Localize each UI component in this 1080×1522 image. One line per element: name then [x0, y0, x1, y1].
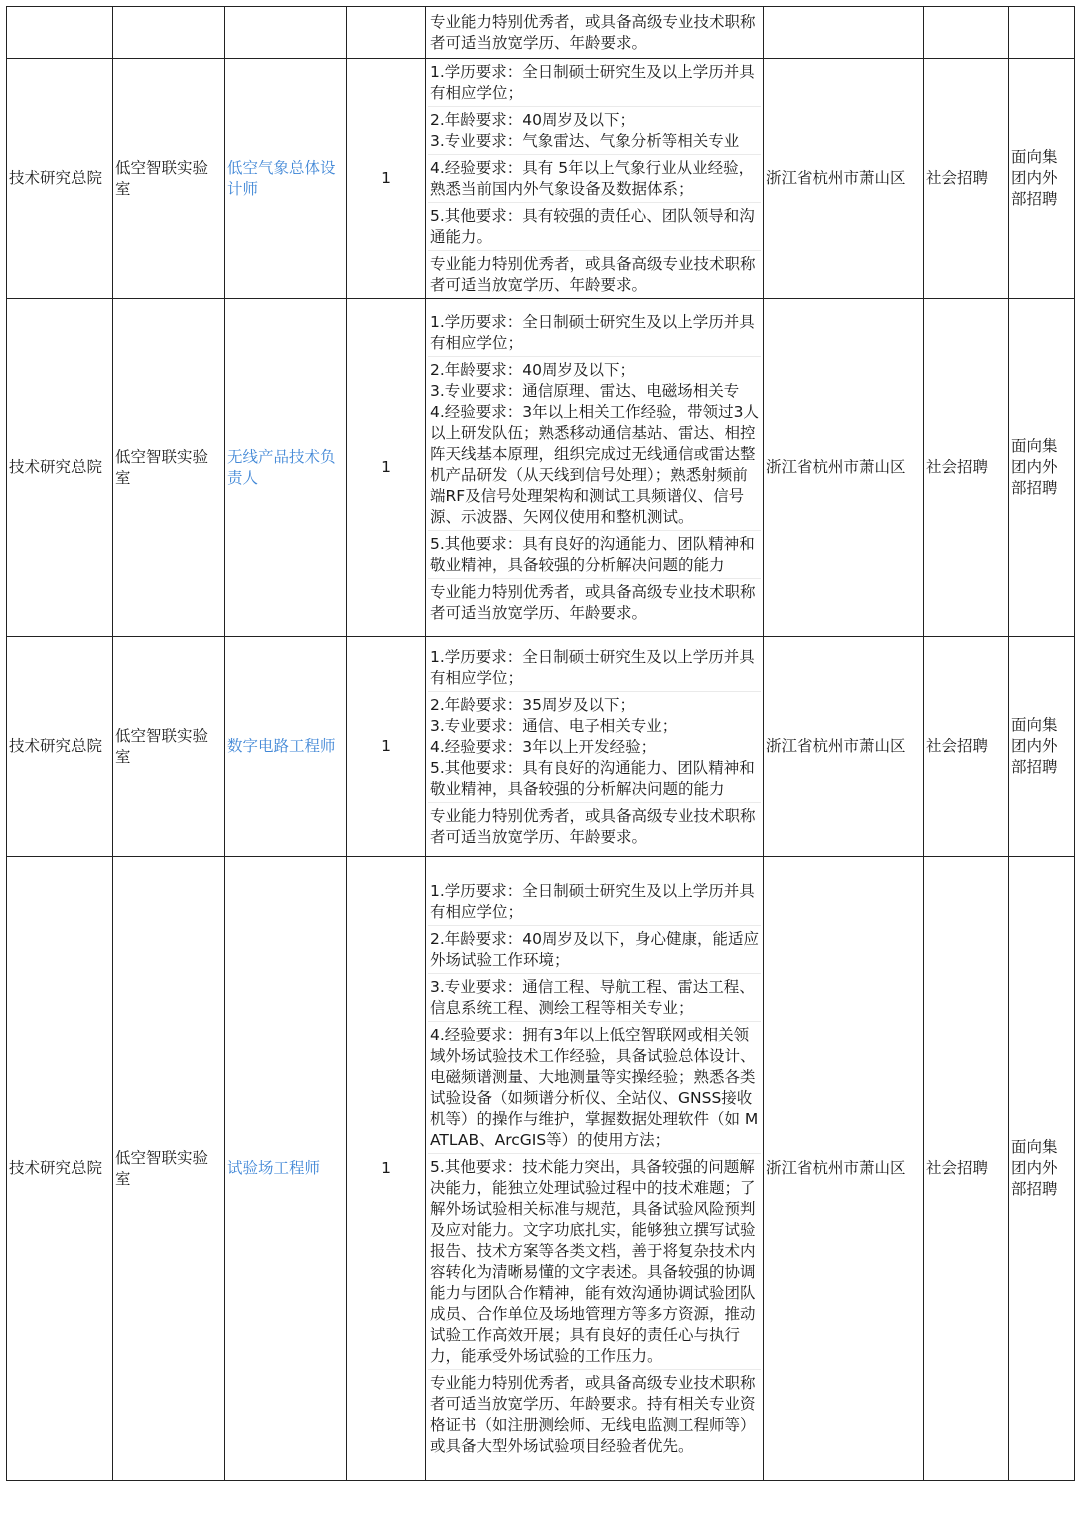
requirement-item: 5.其他要求：具有较强的责任心、团队领导和沟通能力。 — [428, 203, 761, 251]
requirements-cell — [426, 299, 764, 637]
requirements-cell — [426, 857, 764, 1481]
requirement-item: 2.年龄要求：35周岁及以下； 3.专业要求：通信、电子相关专业； 4.经验要求：3年以上开发经验； 5.其他要求：具有良好的沟通能力、团队精神和敬业精神，具备较强的分析解决问题的能力 — [428, 692, 761, 803]
requirement-item: 2.年龄要求：40周岁及以下； 3.专业要求：通信原理、雷达、电磁场相关专 4.经验要求：3年以上相关工作经验，带领过3人以上研发队伍；熟悉移动通信基站、雷达、相控阵天线基本原理，组织完成过无线通信或雷达整机产品研发（从天线到信号处理）；熟悉射频前端RF及信号处理架构和测试工具频谱仪、信号源、示波器、矢网仪使用和整机测试。 — [428, 357, 761, 531]
requirements-cell — [426, 7, 764, 59]
lab-cell: 低空智联实验室 — [113, 299, 225, 637]
recruit-type-cell: 社会招聘 — [924, 637, 1009, 857]
requirement-item: 4.经验要求：拥有3年以上低空智联网或相关领域外场试验技术工作经验，具备试验总体设计、电磁频谱测量、大地测量等实操经验；熟悉各类试验设备（如频谱分析仪、全站仪、GNSS接收机等）的操作与维护，掌握数据处理软件（如 MATLAB、ArcGIS等）的使用方法； — [428, 1022, 761, 1154]
institute-cell: 技术研究总院 — [7, 857, 113, 1481]
channel-cell: 面向集团内外部招聘 — [1009, 857, 1075, 1481]
requirement-item: 1.学历要求：全日制硕士研究生及以上学历并具有相应学位； — [428, 59, 761, 107]
requirement-item: 2.年龄要求：40周岁及以下； 3.专业要求：气象雷达、气象分析等相关专业 — [428, 107, 761, 155]
job-title-link[interactable]: 低空气象总体设计师 — [225, 59, 347, 299]
job-title-link[interactable]: 无线产品技术负责人 — [225, 299, 347, 637]
requirements-cell — [426, 637, 764, 857]
job-title-link[interactable]: 试验场工程师 — [225, 857, 347, 1481]
headcount-cell: 1 — [347, 637, 426, 857]
job-title-link[interactable]: 数字电路工程师 — [225, 637, 347, 857]
location-cell: 浙江省杭州市萧山区 — [764, 637, 924, 857]
institute-cell: 技术研究总院 — [7, 59, 113, 299]
channel-cell — [1009, 7, 1075, 59]
requirement-item: 5.其他要求：具有良好的沟通能力、团队精神和敬业精神，具备较强的分析解决问题的能力 — [428, 531, 761, 579]
table-row — [7, 857, 1075, 1481]
requirement-item: 1.学历要求：全日制硕士研究生及以上学历并具有相应学位； — [428, 644, 761, 692]
table-row — [7, 59, 1075, 299]
location-cell: 浙江省杭州市萧山区 — [764, 299, 924, 637]
recruit-type-cell: 社会招聘 — [924, 59, 1009, 299]
requirement-item: 5.其他要求：技术能力突出，具备较强的问题解决能力，能独立处理试验过程中的技术难题；了解外场试验相关标准与规范，具备试验风险预判及应对能力。文字功底扎实，能够独立撰写试验报告、技术方案等各类文档，善于将复杂技术内容转化为清晰易懂的文字表述。具备较强的协调能力与团队合作精神，能有效沟通协调试验团队成员、合作单位及场地管理方等多方资源，推动试验工作高效开展；具有良好的责任心与执行力，能承受外场试验的工作压力。 — [428, 1154, 761, 1370]
channel-cell: 面向集团内外部招聘 — [1009, 59, 1075, 299]
headcount-cell: 1 — [347, 299, 426, 637]
count-cell — [347, 7, 426, 59]
title-cell — [225, 7, 347, 59]
requirement-item: 3.专业要求：通信工程、导航工程、雷达工程、信息系统工程、测绘工程等相关专业； — [428, 974, 761, 1022]
requirement-item: 专业能力特别优秀者，或具备高级专业技术职称者可适当放宽学历、年龄要求。持有相关专业资格证书（如注册测绘师、无线电监测工程师等）或具备大型外场试验项目经验者优先。 — [430, 1374, 756, 1455]
headcount-cell: 1 — [347, 857, 426, 1481]
lab-cell: 低空智联实验室 — [113, 637, 225, 857]
lab-cell — [113, 7, 225, 59]
table-row — [7, 7, 1075, 59]
institute-cell: 技术研究总院 — [7, 637, 113, 857]
table-row — [7, 299, 1075, 637]
requirement-item: 专业能力特别优秀者，或具备高级专业技术职称者可适当放宽学历、年龄要求。 — [430, 255, 756, 294]
requirement-item: 专业能力特别优秀者，或具备高级专业技术职称者可适当放宽学历、年龄要求。 — [430, 806, 756, 846]
requirement-item: 2.年龄要求：40周岁及以下，身心健康，能适应外场试验工作环境； — [428, 926, 761, 974]
location-cell: 浙江省杭州市萧山区 — [764, 857, 924, 1481]
channel-cell: 面向集团内外部招聘 — [1009, 637, 1075, 857]
institute-cell — [7, 7, 113, 59]
channel-cell: 面向集团内外部招聘 — [1009, 299, 1075, 637]
requirements-cell — [426, 59, 764, 299]
requirement-item: 1.学历要求：全日制硕士研究生及以上学历并具有相应学位； — [428, 309, 761, 357]
type-cell — [924, 7, 1009, 59]
requirement-item: 4.经验要求：具有 5年以上气象行业从业经验，熟悉当前国内外气象设备及数据体系； — [428, 155, 761, 203]
lab-cell: 低空智联实验室 — [113, 857, 225, 1481]
recruit-type-cell: 社会招聘 — [924, 299, 1009, 637]
headcount-cell: 1 — [347, 59, 426, 299]
requirement-item: 专业能力特别优秀者，或具备高级专业技术职称者可适当放宽学历、年龄要求。 — [430, 583, 756, 622]
requirement-note: 专业能力特别优秀者，或具备高级专业技术职称者可适当放宽学历、年龄要求。 — [430, 13, 756, 52]
lab-cell: 低空智联实验室 — [113, 59, 225, 299]
location-cell — [764, 7, 924, 59]
location-cell: 浙江省杭州市萧山区 — [764, 59, 924, 299]
table-row — [7, 637, 1075, 857]
requirement-item: 1.学历要求：全日制硕士研究生及以上学历并具有相应学位； — [428, 878, 761, 926]
institute-cell: 技术研究总院 — [7, 299, 113, 637]
recruit-type-cell: 社会招聘 — [924, 857, 1009, 1481]
jobs-table — [6, 6, 1075, 1481]
